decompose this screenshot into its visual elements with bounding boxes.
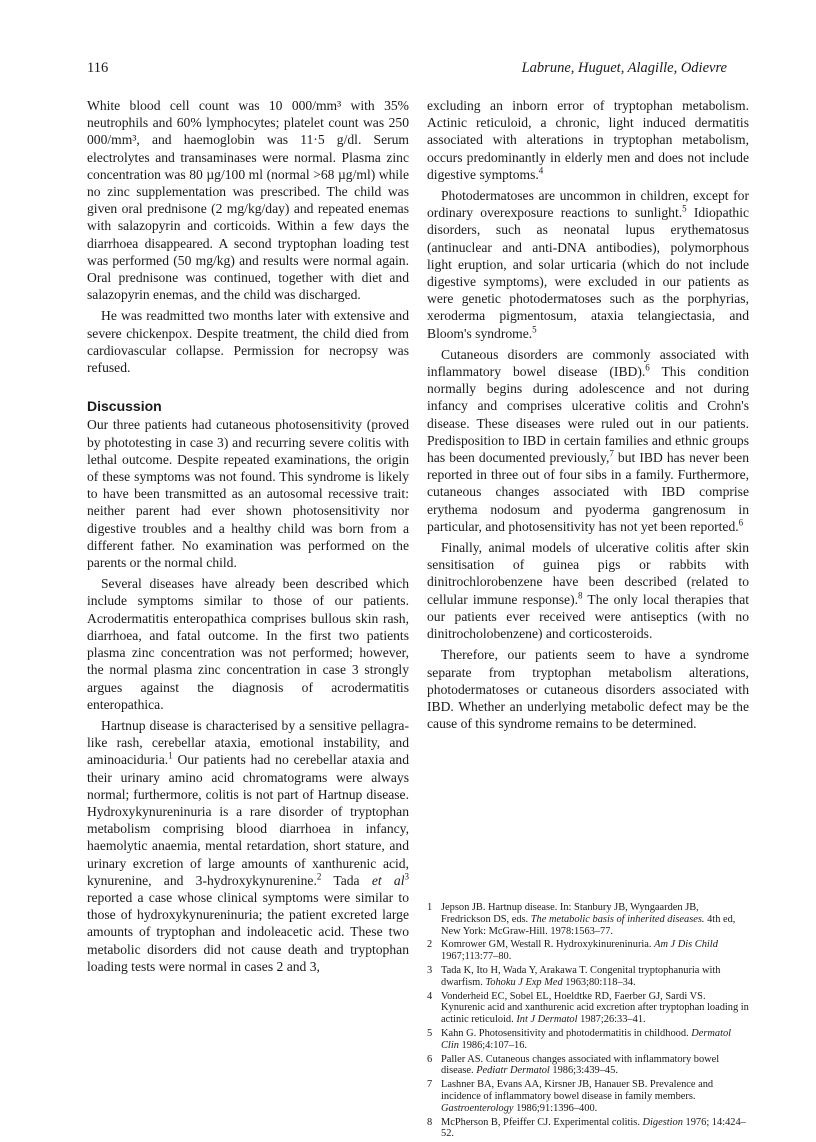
- reference-tail: 1986;3:439–45.: [549, 1065, 618, 1077]
- running-head-authors: Labrune, Huguet, Alagille, Odievre: [521, 60, 727, 76]
- paragraph-ibd: [427, 346, 749, 535]
- reference-journal: Am J Dis Child: [654, 939, 718, 951]
- reference-text: McPherson B, Pfeiffer CJ. Experimental colitis.: [441, 1116, 643, 1128]
- reference-item: [427, 1079, 749, 1114]
- reference-item: [427, 965, 749, 989]
- reference-journal: Int J Dermatol: [516, 1014, 578, 1026]
- photodermatoses-text-a: Photodermatoses are uncommon in children, except for ordinary overexposure reactions to sunlight.: [427, 188, 749, 221]
- reference-text: Kahn G. Photosensitivity and photodermatitis in childhood.: [441, 1027, 692, 1039]
- discussion-heading: Discussion: [87, 398, 162, 415]
- reference-item: [427, 1054, 749, 1078]
- actinic-text: excluding an inborn error of tryptophan metabolism. Actinic reticuloid, a chronic, light induced dermatitis associated with alterations in tryptophan metabolism, occurs predominantly in elderly men and does not include digestive symptoms.: [427, 98, 749, 182]
- paragraph-hartnup: [87, 717, 409, 975]
- paragraph-photodermatoses: [427, 187, 749, 342]
- reference-tail: 1986;4:107–16.: [458, 1039, 528, 1051]
- animal-text-b: The only local therapies that our patients ever received were antiseptics (with no dinitrocholobenzene) and corticosteroids.: [427, 591, 750, 642]
- paragraph-readmission: He was readmitted two months later with extensive and severe chickenpox. Despite treatment, the child died from cardiovascular collapse. Permission for necropsy was refused.: [87, 308, 409, 376]
- left-column: [87, 97, 409, 975]
- citation-6a: 6: [645, 362, 650, 373]
- reference-number: 6: [427, 1053, 433, 1065]
- reference-number: 1: [427, 902, 433, 913]
- et-al: et al: [371, 872, 405, 888]
- hartnup-text-a: Hartnup disease is characterised by a sensitive pellagra-like rash, cerebellar ataxia, emotional instability, and aminoaciduria.: [87, 717, 409, 768]
- reference-item: [427, 1028, 749, 1052]
- hartnup-text-c: Tada: [321, 872, 372, 888]
- photodermatoses-text-b: Idiopathic disorders, such as neonatal lupus erythematosus (antinuclear and anti-DNA antibodies), polymorphous light eruption, and solar urticaria (which do not include digestive symptoms), were excluded in our patients as were genetic photodermatoses such as the porphyrias, xeroderma pigmentosum, ataxia telangiectasia, and Bloom's syndrome.: [427, 205, 750, 341]
- citation-4: 4: [538, 165, 544, 176]
- reference-number: 7: [427, 1079, 433, 1091]
- reference-journal: Gastroenterology: [441, 1102, 514, 1114]
- reference-tail: 1967;113:77–80.: [441, 951, 512, 963]
- citation-3: 3: [404, 871, 409, 882]
- right-column: [427, 97, 749, 732]
- reference-journal: Pediatr Dermatol: [476, 1065, 550, 1077]
- ibd-text-b: This condition normally begins during adolescence and not during infancy and comprises ulcerative colitis and Crohn's disease. These diseases were ruled out in our patients. Predisposition to IBD in certain families and ethnic groups has been documented previously,: [427, 364, 749, 466]
- citation-1: 1: [168, 750, 173, 761]
- reference-text: Lashner BA, Evans AA, Kirsner JB, Hanauer SB. Prevalence and incidence of inflammatory bowel disease in family members.: [441, 1079, 714, 1102]
- reference-number: 3: [427, 964, 433, 976]
- reference-journal: Dermatol Clin: [441, 1027, 732, 1051]
- reference-text: Jepson JB. Hartnup disease. In: Stanbury JB, Wyngaarden JB, Fredrickson DS, eds.: [441, 902, 699, 925]
- citation-8: 8: [578, 590, 583, 601]
- reference-tail: 1987;26:33–41.: [577, 1014, 646, 1026]
- citation-6b: 6: [738, 517, 744, 528]
- citation-5a: 5: [682, 203, 687, 214]
- references-list: [427, 902, 749, 1142]
- reference-journal: Digestion: [642, 1116, 683, 1128]
- reference-tail: 1986;91:1396–400.: [513, 1102, 598, 1114]
- citation-2: 2: [316, 871, 322, 882]
- citation-7: 7: [609, 448, 614, 459]
- paragraph-conclusion: Therefore, our patients seem to have a syndrome separate from tryptophan metabolism alterations, photodermatoses or cutaneous disorders associated with IBD. Whether an underlying metabolic defect may be the cause of this syndrome remains to be determined.: [427, 647, 749, 732]
- ibd-text-c: but IBD has never been reported in three out of four sibs in a family. Furthermore, cutaneous changes associated with IBD comprise erythema nodosum and pyoderma gangrenosum in particular, and photosensitivity has not yet been reported.: [427, 450, 749, 534]
- reference-journal: Tohoku J Exp Med: [485, 976, 563, 988]
- hartnup-text-b: Our patients had no cerebellar ataxia and their urinary amino acid chromatograms were always normal; furthermore, colitis is not part of Hartnup disease. Hydroxykynureninuria is a rare disorder of tryptophan metabolism comprising blood diarrhoea in infancy, haemolytic anaemia, mental retardation, short stature, and urinary excretion of large amounts of xanthurenic acid, kynurenine, and 3-hydroxykynurenine.: [87, 752, 409, 888]
- reference-text: Komrower GM, Westall R. Hydroxykinureninuria.: [441, 939, 655, 951]
- reference-item: [427, 902, 749, 937]
- reference-tail: 4th ed, New York: McGraw-Hill. 1978:1563–77.: [441, 913, 736, 937]
- animal-text-a: Finally, animal models of ulcerative colitis after skin sensitisation of guinea pigs or rabbits with dinitrochlorobenzene have been described (related to cellular immune response).: [427, 540, 749, 607]
- paragraph-acrodermatitis: Several diseases have already been described which include symptoms similar to those of our patients. Acrodermatitis enteropathica comprises bullous skin rash, diarrhoea, and fatal outcome. In the first two patients plasma zinc concentration was not performed; however, the normal plasma zinc concentration in case 3 strongly argues against the diagnosis of acrodermatitis enteropathica.: [87, 576, 409, 712]
- paragraph-discussion-summary: Our three patients had cutaneous photosensitivity (proved by phototesting in case 3) and recurring severe colitis with lethal outcome. Despite repeated examinations, the origin of these symptoms was not found. This syndrome is likely to have been transmitted as an autosomal recessive trait: neither parent had ever shown photosensitivity nor digestive troubles and a healthy child was born from a different father. No examination was performed on the parents or the normal child.: [87, 417, 409, 571]
- reference-tail: 1976; 14:424–52.: [441, 1116, 746, 1140]
- reference-number: 5: [427, 1027, 433, 1039]
- reference-tail: 1963;80:118–34.: [562, 976, 636, 988]
- paragraph-animal-models: [427, 539, 749, 642]
- reference-number: 2: [427, 939, 433, 951]
- reference-item: [427, 1117, 749, 1141]
- citation-5b: 5: [532, 324, 537, 335]
- reference-item: [427, 991, 749, 1026]
- paragraph-actinic-reticuloid: [427, 97, 749, 183]
- reference-text: Vonderheid EC, Sobel EL, Hoeldtke RD, Faerber GJ, Sardi VS. Kynurenic acid and xanthurenic acid excretion after tryptophan loading in actinic reticuloid.: [441, 990, 749, 1026]
- reference-journal: The metabolic basis of inherited diseases.: [530, 913, 705, 925]
- page-header: [87, 60, 727, 80]
- ibd-text-a: Cutaneous disorders are commonly associated with inflammatory bowel disease (IBD).: [427, 346, 749, 380]
- paragraph-case-findings: White blood cell count was 10 000/mm³ with 35% neutrophils and 60% lymphocytes; platelet count was 250 000/mm³, and haemoglobin was 11·5 g/dl. Serum electrolytes and transaminases were normal. Plasma zinc concentration was 80 µg/100 ml (normal >68 µg/ml) while no zinc supplementation was prescribed. The child was given oral prednisone (2 mg/kg/day) and repeated enemas with salazopyrin and corticoids. Within a few days the diarrhoea disappeared. A second tryptophan loading test was performed (50 mg/kg) and results were normal again. Oral prednisone was continued, together with diet and salazopyrin enemas, and the child was discharged.: [87, 98, 409, 303]
- reference-number: 8: [427, 1116, 433, 1128]
- hartnup-text-d: reported a case whose clinical symptoms were similar to those of hydroxykynureninuria; the patient excreted large amounts of tryptophan and indoleacetic acid. These two metabolic disorders did not cause death and tryptophan loading tests were normal in cases 2 and 3,: [87, 889, 409, 974]
- reference-text: Tada K, Ito H, Wada Y, Arakawa T. Congenital tryptophanuria with dwarfism.: [441, 964, 721, 988]
- reference-number: 4: [427, 990, 433, 1002]
- reference-item: [427, 939, 749, 963]
- reference-text: Paller AS. Cutaneous changes associated with inflammatory bowel disease.: [441, 1053, 720, 1077]
- page-number: 116: [87, 60, 109, 76]
